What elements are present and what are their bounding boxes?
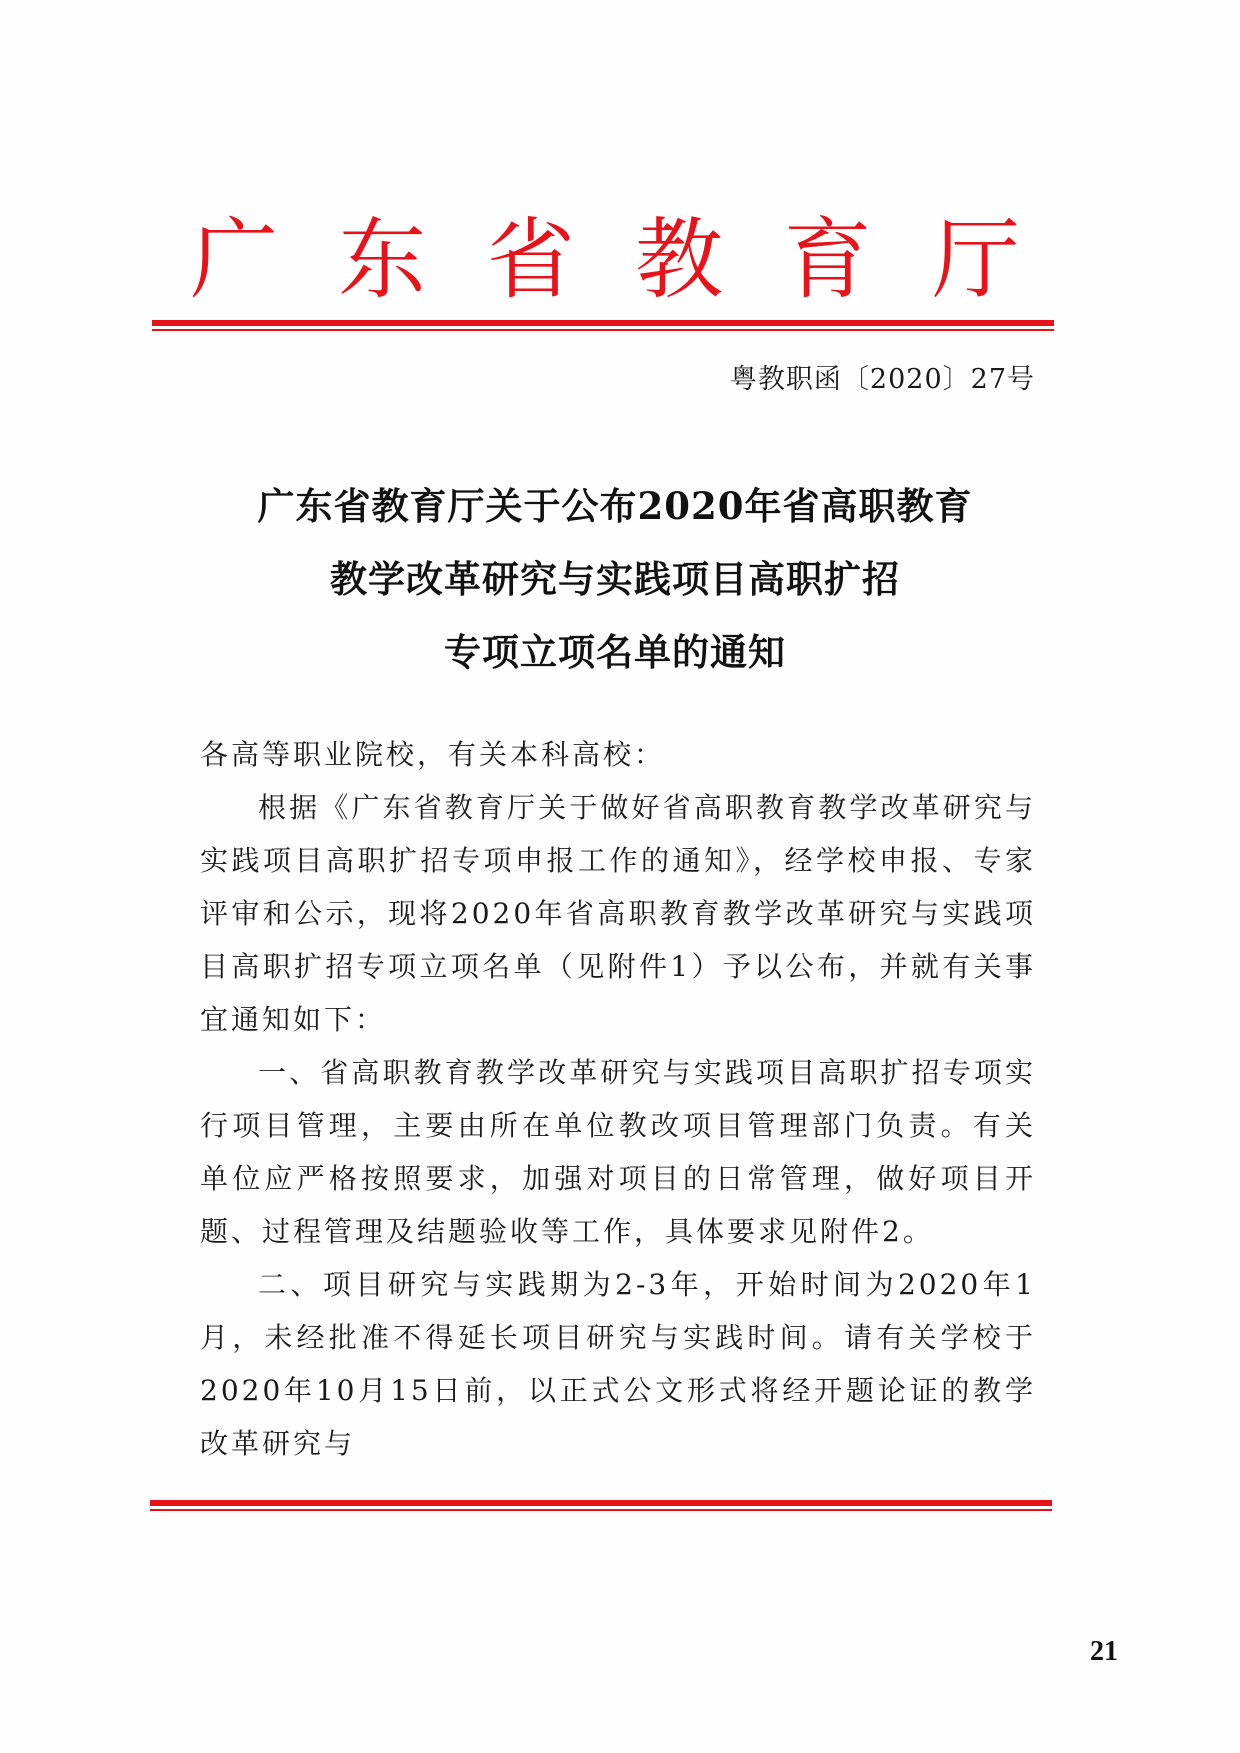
title-line: 教学改革研究与实践项目高职扩招	[330, 557, 900, 601]
title-line: 广东省教育厅关于公布2020年省高职教育	[257, 484, 973, 528]
masthead-char: 育	[783, 208, 872, 311]
masthead-char: 东	[338, 208, 427, 311]
masthead-title	[190, 205, 1020, 315]
masthead-char: 广	[190, 208, 279, 311]
document-title	[190, 470, 1040, 689]
body-paragraph: 二、项目研究与实践期为2-3年，开始时间为2020年1月，未经批准不得延长项目研究与实践时间。请有关学校于2020年10月15日前，以正式公文形式将经开题论证的教学改革研究与	[200, 1268, 1036, 1460]
salutation: 各高等职业院校，有关本科高校：	[200, 738, 666, 771]
page-number: 21	[1090, 1636, 1118, 1667]
masthead-char: 厅	[931, 208, 1020, 311]
masthead-divider	[152, 320, 1054, 326]
masthead-char: 教	[635, 208, 724, 311]
document-number: 粤教职函〔2020〕27号	[729, 364, 1035, 395]
title-line: 专项立项名单的通知	[444, 630, 786, 674]
body-paragraph: 一、省高职教育教学改革研究与实践项目高职扩招专项实行项目管理，主要由所在单位教改项目管理部门负责。有关单位应严格按照要求，加强对项目的日常管理，做好项目开题、过程管理及结题验收等工作，具体要求见附件2。	[200, 1056, 1036, 1248]
footer-divider	[150, 1500, 1052, 1506]
document-body	[200, 728, 1036, 1470]
body-paragraph: 根据《广东省教育厅关于做好省高职教育教学改革研究与实践项目高职扩招专项申报工作的通知》，经学校申报、专家评审和公示，现将2020年省高职教育教学改革研究与实践项目高职扩招专项立项名单（见附件1）予以公布，并就有关事宜通知如下：	[200, 791, 1036, 1036]
masthead-char: 省	[486, 208, 575, 311]
